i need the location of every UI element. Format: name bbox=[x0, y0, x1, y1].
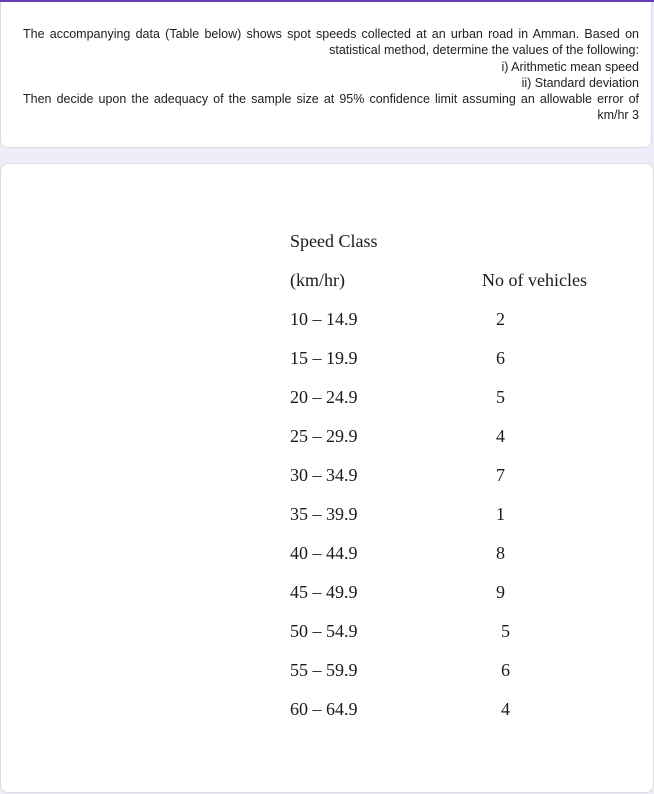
speed-class-cell: 35 – 39.9 bbox=[290, 504, 358, 524]
vehicle-count-cell: 8 bbox=[496, 543, 505, 563]
speed-class-cell: 40 – 44.9 bbox=[290, 543, 358, 563]
speed-class-cell: 30 – 34.9 bbox=[290, 465, 358, 485]
question-line-6: 3 km/hr bbox=[597, 108, 639, 123]
vehicle-count-cell: 6 bbox=[501, 660, 510, 680]
speed-class-cell: 15 – 19.9 bbox=[290, 348, 358, 368]
speed-table-image bbox=[1, 164, 654, 794]
speed-class-cell: 20 – 24.9 bbox=[290, 387, 358, 407]
speed-class-cell: 60 – 64.9 bbox=[290, 699, 358, 719]
speed-class-cell: 45 – 49.9 bbox=[290, 582, 358, 602]
question-card bbox=[0, 2, 652, 148]
question-line-5: Then decide upon the adequacy of the sample size at 95% confidence limit assuming an allowable error of bbox=[23, 92, 639, 107]
speed-class-cell: 50 – 54.9 bbox=[290, 621, 358, 641]
header-speed-class: Speed Class bbox=[290, 231, 378, 251]
question-line-1: The accompanying data (Table below) shows spot speeds collected at an urban road in Amman. Based on bbox=[23, 27, 639, 41]
vehicle-count-cell: 6 bbox=[496, 348, 505, 368]
vehicle-count-cell: 2 bbox=[496, 309, 505, 329]
question-line-2: :statistical method, determine the values of the following bbox=[329, 43, 639, 58]
vehicle-count-cell: 1 bbox=[496, 504, 505, 524]
vehicle-count-cell: 4 bbox=[496, 426, 505, 446]
header-speed-unit: (km/hr) bbox=[290, 270, 345, 290]
vehicle-count-cell: 7 bbox=[496, 465, 505, 485]
header-vehicle-count: No of vehicles bbox=[482, 270, 587, 290]
speed-class-cell: 55 – 59.9 bbox=[290, 660, 358, 680]
speed-class-cell: 10 – 14.9 bbox=[290, 309, 358, 329]
question-image-card bbox=[0, 163, 654, 793]
vehicle-count-cell: 5 bbox=[496, 387, 505, 407]
vehicle-count-cell: 4 bbox=[501, 699, 510, 719]
vehicle-count-cell: 9 bbox=[496, 582, 505, 602]
question-line-4: ii) Standard deviation bbox=[521, 75, 639, 90]
vehicle-count-cell: 5 bbox=[501, 621, 510, 641]
question-line-3: i) Arithmetic mean speed bbox=[501, 59, 639, 74]
speed-class-cell: 25 – 29.9 bbox=[290, 426, 358, 446]
question-text bbox=[23, 26, 639, 124]
